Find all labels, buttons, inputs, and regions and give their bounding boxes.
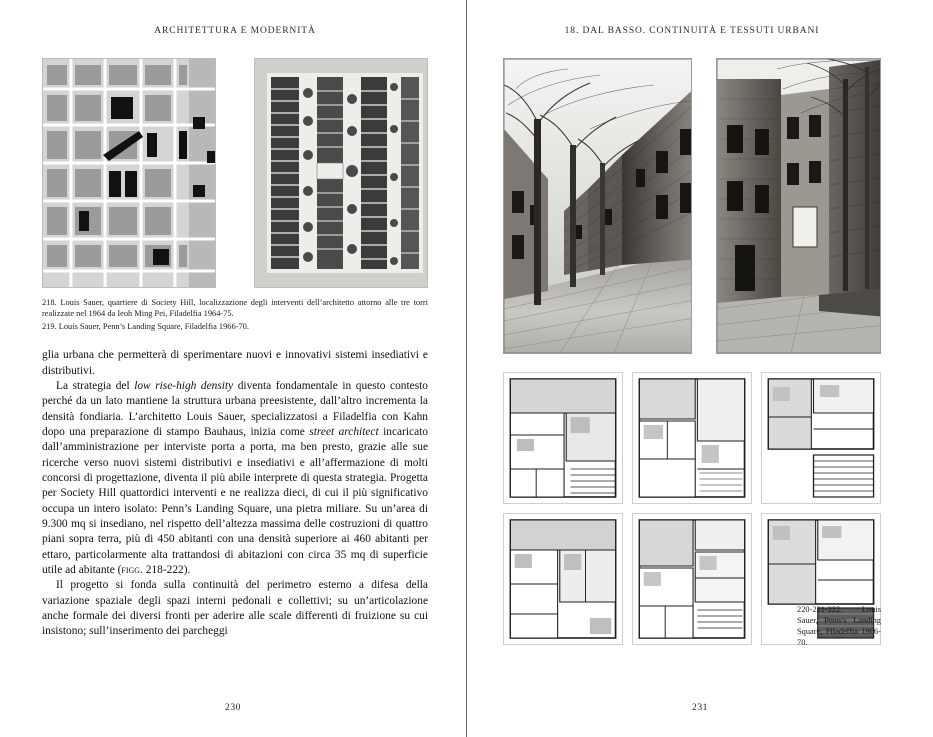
floor-plan-5 [632,513,752,645]
right-photo-row [503,58,881,354]
floor-plan-3 [761,372,881,504]
courtyard-photo-svg [717,59,881,353]
photo-street-row-houses-trees [503,58,692,354]
figure-caption-220-222: 220-221-222. Louis Sauer, Penn’s Landing Square, Filadelfia 1966-70. [797,605,881,648]
left-figure-row [42,58,428,288]
street-photo-svg [504,59,692,353]
left-body-text [42,348,428,639]
floor-plans-grid [503,372,881,645]
body-paragraph-1: glia urbana che permetterà di sperimentare nuovi e innovativi sistemi insediativi e distributivi. [42,349,428,377]
left-folio: 230 [225,702,241,713]
left-running-head: ARCHITETTURA E MODERNITÀ [154,26,316,36]
right-folio: 231 [692,702,708,713]
aerial-plan-svg [43,59,216,287]
floor-plan-3-svg [762,373,880,503]
floor-plan-1 [503,372,623,504]
floor-plan-2 [632,372,752,504]
floor-plan-2-svg [633,373,751,503]
block-plan-svg [255,59,428,287]
right-running-head: 18. DAL BASSO. CONTINUITÀ E TESSUTI URBANI [564,26,820,36]
photo-courtyard-alley-brick [716,58,881,354]
floor-plan-5-svg [633,514,751,644]
body-paragraph-2: La strategia del low rise-high density diventa fondamentale in questo contesto perché da un lato mantiene la struttura urbana preesistente, dall’altro incrementa la densità fondiaria. L’architetto Louis Sauer, specializzatosi a Filadelfia con Kahn dopo una preparazione di stampo Bauhaus, inizia come street architect incaricato dall’amministrazione per interviste porta a porta, ma ben presto, grazie alle sue ricerche verso nuovi sistemi distributivi e insediativi e all’affermazione di molti concorsi di progettazione, diventa il più abile interprete di questa strategia. Progetta per Society Hill quattordici interventi e ne realizza dieci, di cui il più significativo occupa un intero isolato: Penn’s Landing Square, una pietra miliare. Su un’area di 9.300 mq si insediano, nel rispetto dell’altezza massima delle costruzioni di quattro piani sopra terra, più di 450 abitanti con una densità superiore ai 460 abitanti per ettaro, particolarmente alta trattandosi di abitazioni con circa 35 mq di superficie utile ad abitante (figg. 218-222). [42,379,429,576]
aerial-site-plan-society-hill [42,58,216,288]
figure-caption-219: 219. Louis Sauer, Penn’s Landing Square, Filadelfia 1966-70. [42,322,249,332]
left-page [0,0,466,737]
floor-plan-4 [503,513,623,645]
site-plan-penns-landing-square [254,58,428,288]
body-paragraph-3: Il progetto si fonda sulla continuità del perimetro esterno a difesa della variazione spaziale degli spazi interni pedonali e collettivi; su un’articolazione anche formale dei diversi fronti per aderire alle scale differenti di fruizione su cui insistono; sull’inserimento dei parcheggi [42,579,428,638]
figure-caption-218: 218. Louis Sauer, quartiere di Society Hill, localizzazione degli interventi dell’architetto attorno alle tre torri realizzate nel 1964 da Ieoh Ming Pei, Filadelfia 1964-75. [42,298,428,319]
floor-plan-4-svg [504,514,622,644]
floor-plan-1-svg [504,373,622,503]
right-page [467,0,933,737]
